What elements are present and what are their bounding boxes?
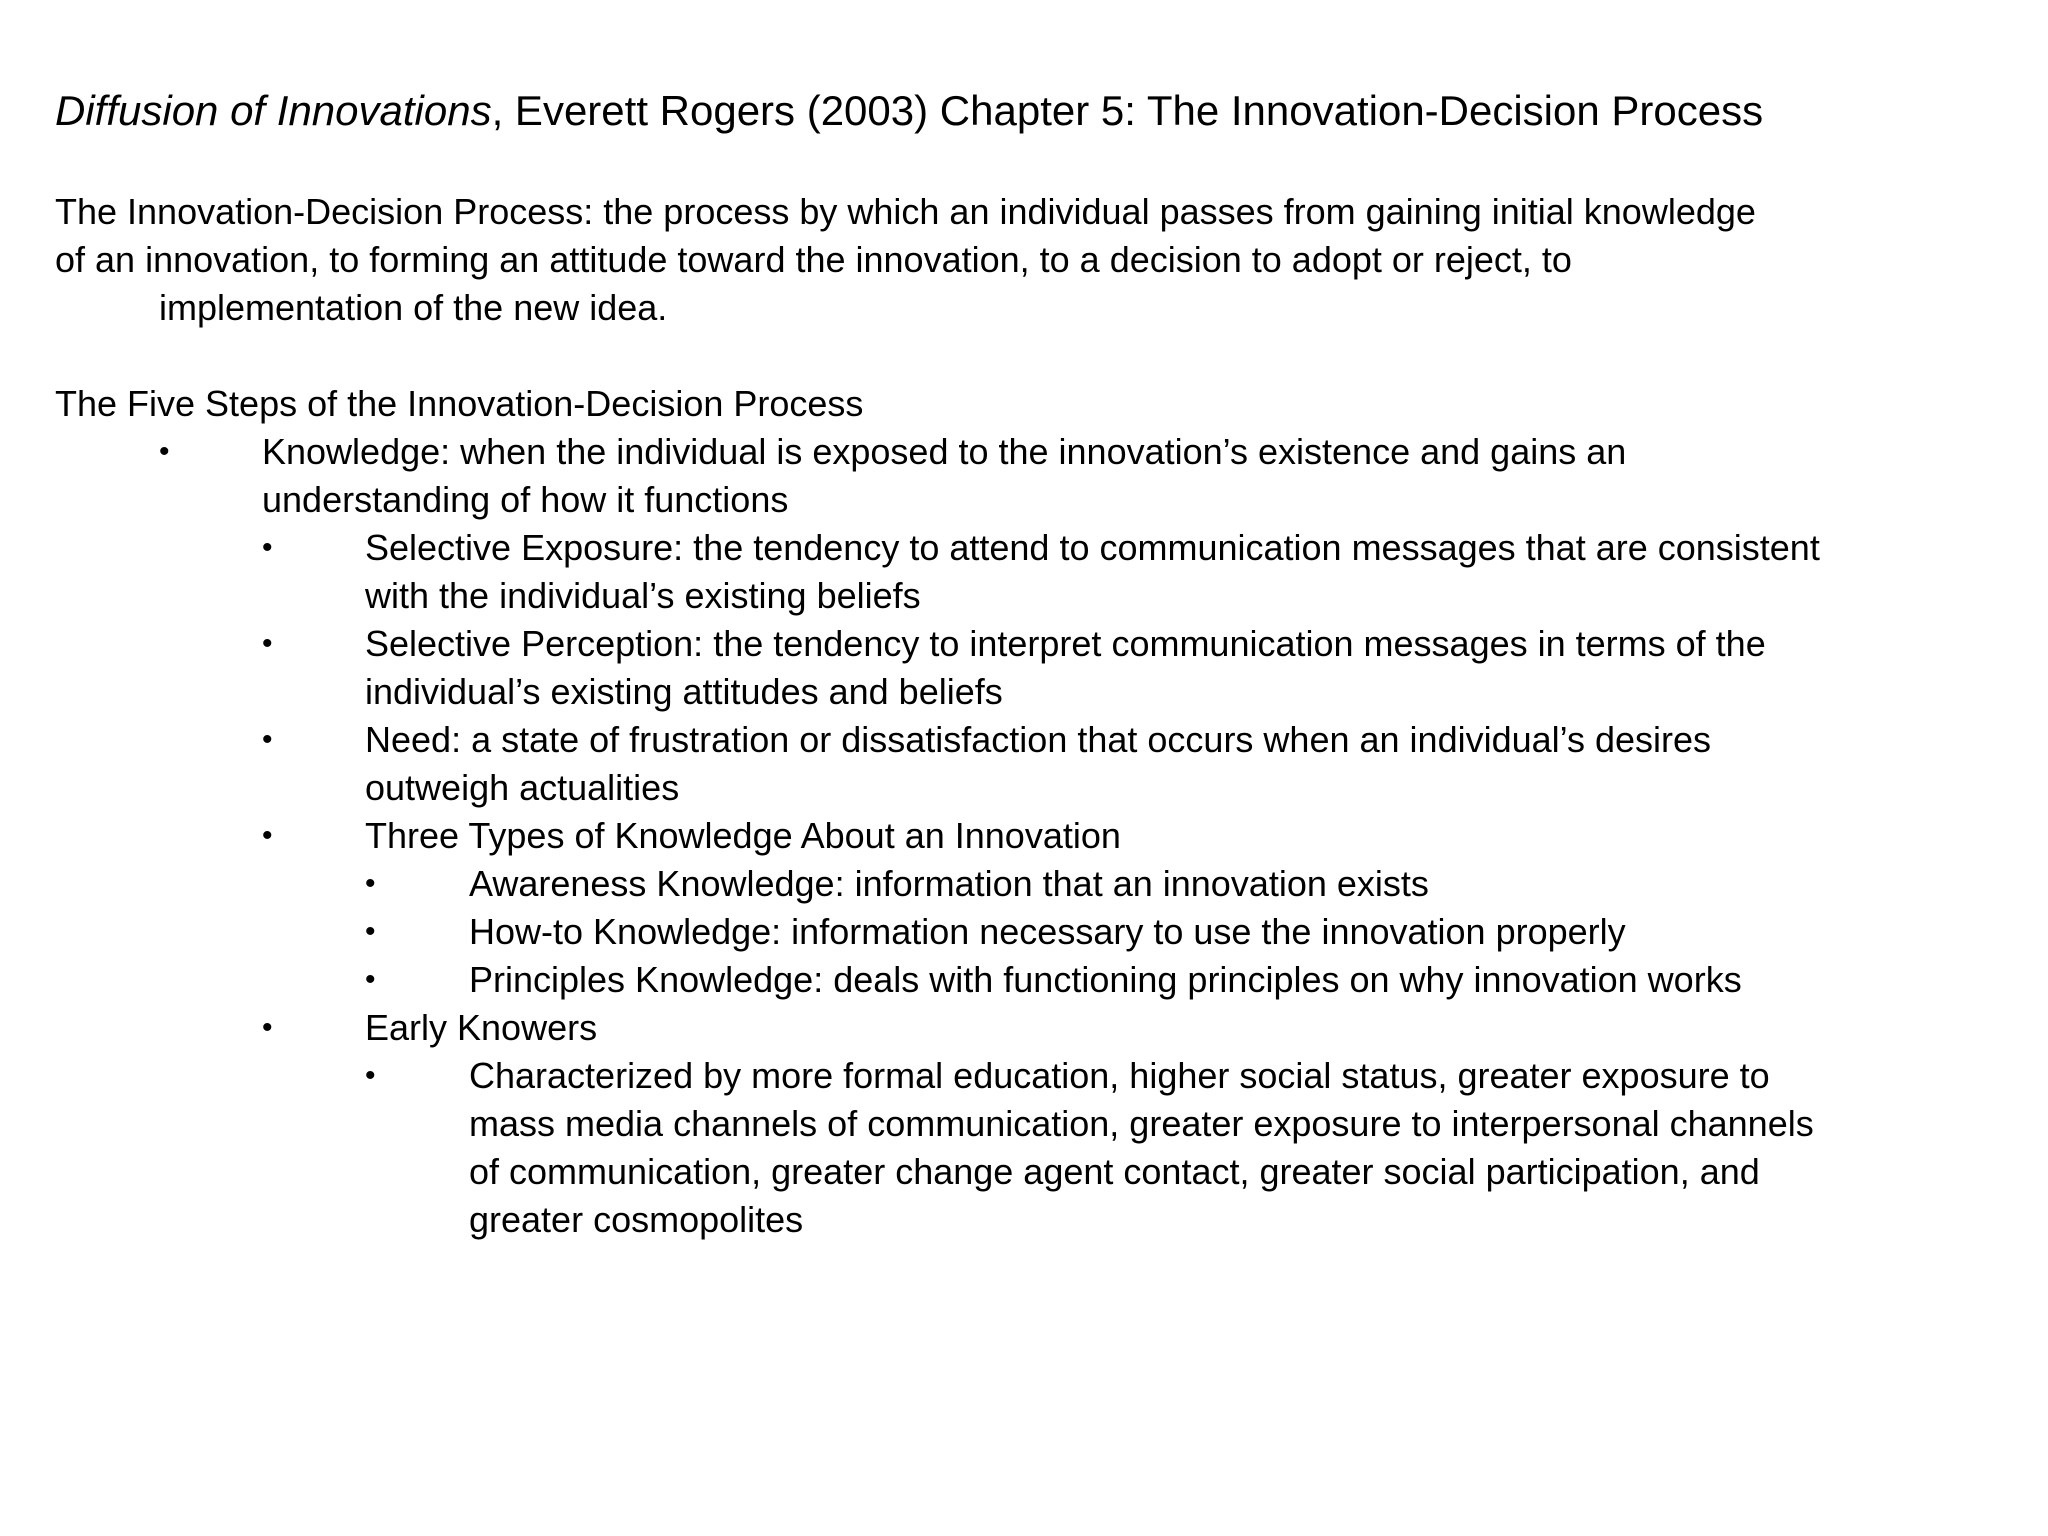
bullet-how-to: • bbox=[365, 915, 376, 948]
need-line-1: Need: a state of frustration or dissatisfaction that occurs when an individual’s desires bbox=[365, 719, 1712, 760]
bullet-principles: • bbox=[365, 963, 376, 996]
selective-exposure-line-2: with the individual’s existing beliefs bbox=[365, 575, 921, 616]
selective-perception-line-2: individual’s existing attitudes and beliefs bbox=[365, 671, 1003, 712]
bullet-knowledge: • bbox=[159, 435, 170, 468]
knowledge-line-2: understanding of how it functions bbox=[262, 479, 789, 520]
bullet-need: • bbox=[262, 723, 273, 756]
bullet-three-types: • bbox=[262, 819, 273, 852]
awareness-knowledge: Awareness Knowledge: information that an innovation exists bbox=[469, 863, 1429, 904]
knowledge-line-1: Knowledge: when the individual is exposed to the innovation’s existence and gains an bbox=[262, 431, 1627, 472]
bullet-selective-exposure: • bbox=[262, 531, 273, 564]
three-types-heading: Three Types of Knowledge About an Innovation bbox=[365, 815, 1121, 856]
title-rest: , Everett Rogers (2003) Chapter 5: The Innovation-Decision Process bbox=[491, 87, 1764, 134]
bullet-characterized: • bbox=[365, 1059, 376, 1092]
bullet-selective-perception: • bbox=[262, 627, 273, 660]
characterized-line-2: mass media channels of communication, greater exposure to interpersonal channels bbox=[469, 1103, 1814, 1144]
how-to-knowledge: How-to Knowledge: information necessary to use the innovation properly bbox=[469, 911, 1626, 952]
characterized-line-3: of communication, greater change agent contact, greater social participation, and bbox=[469, 1151, 1760, 1192]
five-steps-heading: The Five Steps of the Innovation-Decision Process bbox=[55, 383, 864, 424]
principles-knowledge: Principles Knowledge: deals with functioning principles on why innovation works bbox=[469, 959, 1742, 1000]
definition-line-2: of an innovation, to forming an attitude toward the innovation, to a decision to adopt or reject, to bbox=[55, 239, 1572, 280]
definition-line-1: The Innovation-Decision Process: the process by which an individual passes from gaining initial knowledge bbox=[55, 191, 1756, 232]
definition-line-3: implementation of the new idea. bbox=[159, 287, 668, 328]
characterized-line-4: greater cosmopolites bbox=[469, 1199, 804, 1240]
selective-exposure-line-1: Selective Exposure: the tendency to attend to communication messages that are consistent bbox=[365, 527, 1820, 568]
selective-perception-line-1: Selective Perception: the tendency to interpret communication messages in terms of the bbox=[365, 623, 1766, 664]
need-line-2: outweigh actualities bbox=[365, 767, 680, 808]
book-title: Diffusion of Innovations bbox=[55, 87, 492, 134]
bullet-awareness: • bbox=[365, 867, 376, 900]
bullet-early-knowers: • bbox=[262, 1011, 273, 1044]
early-knowers-heading: Early Knowers bbox=[365, 1007, 598, 1048]
page-title bbox=[55, 82, 1763, 140]
characterized-line-1: Characterized by more formal education, higher social status, greater exposure to bbox=[469, 1055, 1770, 1096]
